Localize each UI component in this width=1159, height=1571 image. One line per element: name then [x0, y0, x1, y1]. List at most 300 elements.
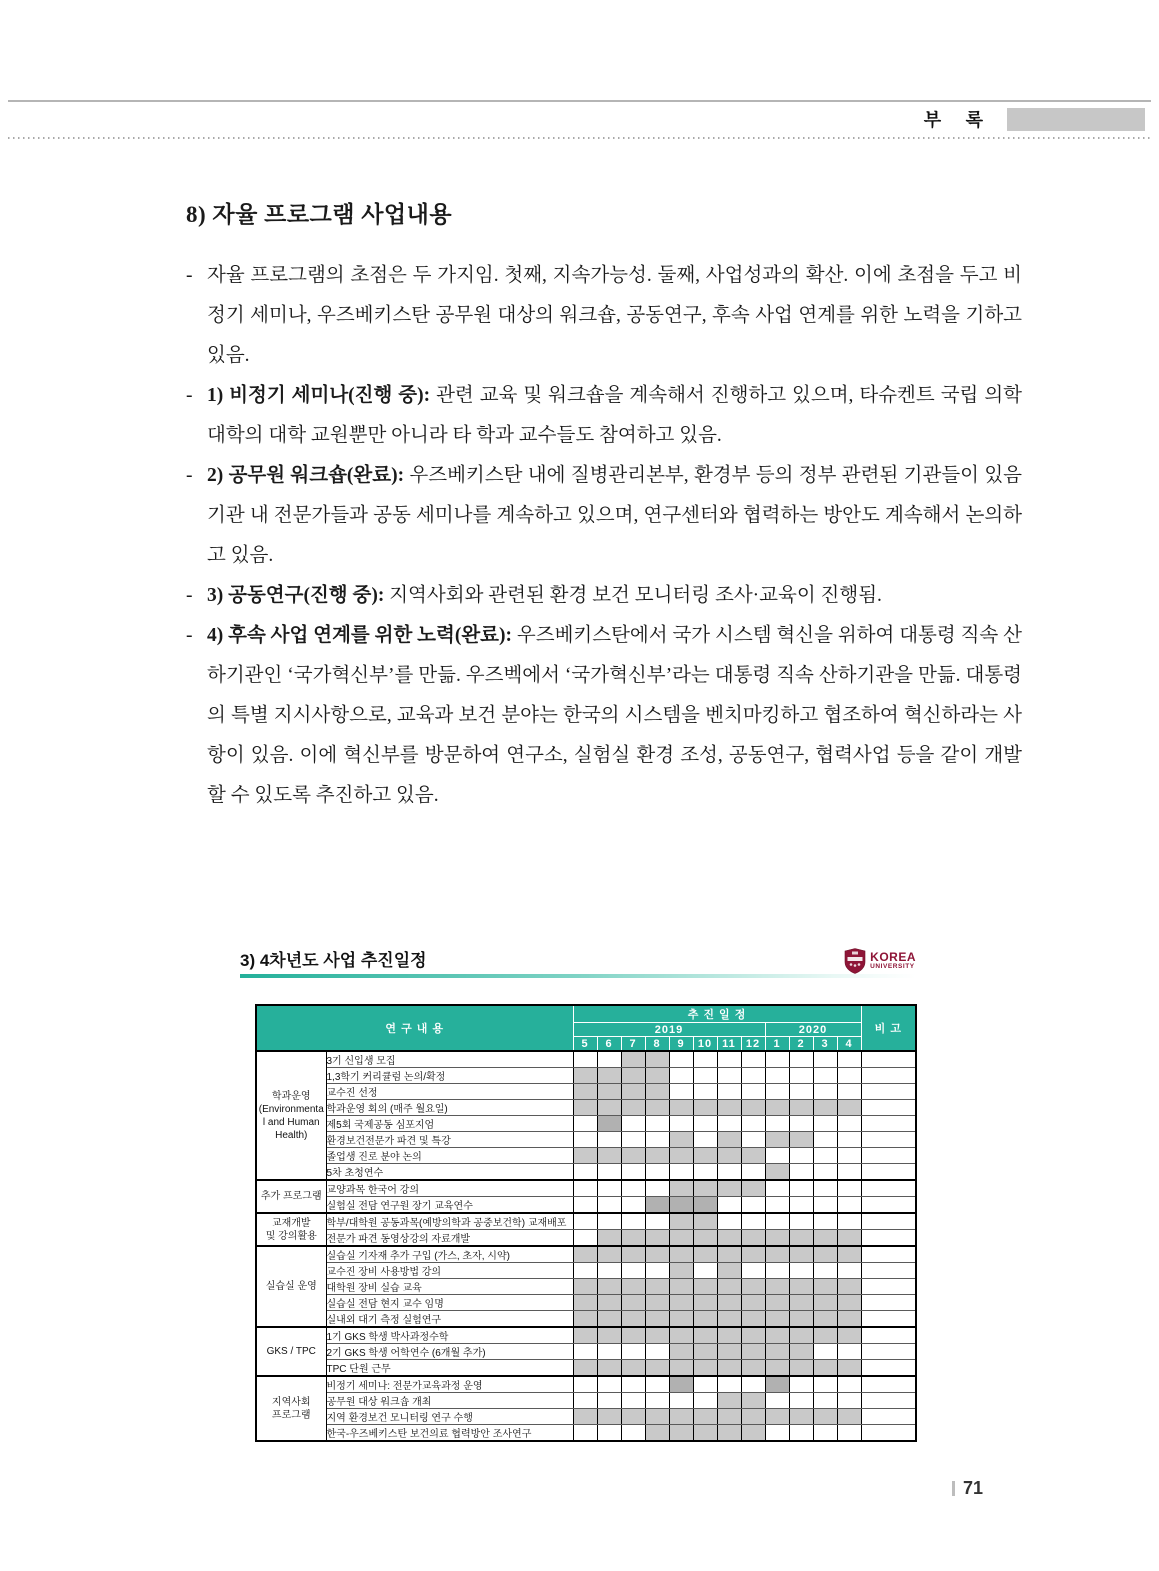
gantt-empty-cell	[813, 1344, 837, 1360]
note-cell	[861, 1263, 916, 1279]
gantt-empty-cell	[621, 1393, 645, 1409]
gantt-bar-cell	[693, 1311, 717, 1328]
university-logo-text	[870, 951, 916, 971]
header-year-2019: 2019	[573, 1023, 765, 1037]
gantt-empty-cell	[765, 1213, 789, 1230]
gantt-empty-cell	[765, 1393, 789, 1409]
gantt-empty-cell	[717, 1068, 741, 1084]
gantt-row	[256, 1311, 916, 1328]
gantt-empty-cell	[837, 1116, 861, 1132]
header-month: 4	[837, 1037, 861, 1052]
gantt-empty-cell	[837, 1051, 861, 1068]
group-label-cell	[256, 1180, 326, 1213]
gantt-bar-cell	[765, 1409, 789, 1425]
gantt-empty-cell	[717, 1084, 741, 1100]
gantt-empty-cell	[741, 1051, 765, 1068]
gantt-empty-cell	[693, 1068, 717, 1084]
gantt-bar-cell	[573, 1246, 597, 1263]
task-name-cell: 환경보건전문가 파견 및 특강	[326, 1132, 573, 1148]
group-label-line: 추가 프로그램	[260, 1191, 322, 1202]
header-month: 11	[717, 1037, 741, 1052]
note-cell	[861, 1100, 916, 1116]
gantt-bar-cell	[645, 1279, 669, 1295]
gantt-empty-cell	[597, 1180, 621, 1197]
gantt-bar-cell	[597, 1409, 621, 1425]
gantt-bar-cell	[813, 1246, 837, 1263]
gantt-bar-cell	[741, 1148, 765, 1164]
gantt-empty-cell	[789, 1213, 813, 1230]
gantt-empty-cell	[597, 1376, 621, 1393]
gantt-empty-cell	[645, 1393, 669, 1409]
task-name-cell: 2기 GKS 학생 어학연수 (6개월 추가)	[326, 1344, 573, 1360]
gantt-bar-cell	[669, 1213, 693, 1230]
header-month: 3	[813, 1037, 837, 1052]
bullet-text: 4) 후속 사업 연계를 위한 노력(완료): 우즈베키스탄에서 국가 시스템 혁신을 위하여 대통령 직속 산하기관인 ‘국가혁신부’를 만듦. 우즈벡에서 ‘국가혁신부’라는 대통령 직속 산하기관을 만듦. 대통령의 특별 지시사항으로, 교육과 보건 분야는 한국의 시스템을 벤치마킹하고 협조하여 혁신하라는 사항이 있음. 이에 혁신부를 방문하여 연구소, 실험실 환경 조성, 공동연구, 협력사업 등을 같이 개발할 수 있도록 추진하고 있음.	[207, 625, 1022, 806]
page-number-value: 71	[963, 1478, 984, 1498]
gantt-empty-cell	[693, 1393, 717, 1409]
group-label-cell	[256, 1376, 326, 1441]
gantt-bar-cell	[765, 1246, 789, 1263]
header-month: 6	[597, 1037, 621, 1052]
gantt-bar-cell	[717, 1230, 741, 1247]
bullet-text: 자율 프로그램의 초점은 두 가지임. 첫째, 지속가능성. 둘째, 사업성과의 확산. 이에 초점을 두고 비정기 세미나, 우즈베키스탄 공무원 대상의 워크숍, 공동연구, 후속 사업 연계를 위한 노력을 기하고 있음.	[207, 265, 1022, 366]
bullet-dash: -	[186, 625, 193, 646]
gantt-bar-cell	[741, 1360, 765, 1377]
bullet-dash: -	[186, 385, 193, 406]
gantt-empty-cell	[813, 1263, 837, 1279]
task-name-cell: 교수진 선정	[326, 1084, 573, 1100]
gantt-empty-cell	[837, 1068, 861, 1084]
task-name-cell: 5차 초청연수	[326, 1164, 573, 1181]
gantt-empty-cell	[789, 1393, 813, 1409]
gantt-empty-cell	[741, 1084, 765, 1100]
gantt-bar-cell	[645, 1148, 669, 1164]
gantt-bar-cell	[837, 1246, 861, 1263]
gantt-bar-cell	[573, 1295, 597, 1311]
gantt-bar-cell	[597, 1295, 621, 1311]
gantt-empty-cell	[645, 1180, 669, 1197]
task-name-cell: 지역 환경보건 모니터링 연구 수행	[326, 1409, 573, 1425]
task-name-cell: TPC 단원 근무	[326, 1360, 573, 1377]
gantt-empty-cell	[789, 1116, 813, 1132]
gantt-bar-cell	[741, 1246, 765, 1263]
gantt-empty-cell	[669, 1068, 693, 1084]
header-month: 9	[669, 1037, 693, 1052]
gantt-empty-cell	[813, 1393, 837, 1409]
gantt-bar-cell	[669, 1230, 693, 1247]
task-name-cell: 학부/대학원 공동과목(예방의학과 공중보건학) 교재배포	[326, 1213, 573, 1230]
note-cell	[861, 1279, 916, 1295]
gantt-bar-cell	[693, 1180, 717, 1197]
bullet-dash: -	[186, 585, 193, 606]
gantt-empty-cell	[573, 1116, 597, 1132]
gantt-bar-cell	[741, 1279, 765, 1295]
gantt-bar-cell	[621, 1311, 645, 1328]
korea-university-logo	[844, 948, 916, 974]
gantt-bar-cell	[693, 1279, 717, 1295]
gantt-bar-cell	[789, 1100, 813, 1116]
gantt-empty-cell	[837, 1164, 861, 1181]
gantt-bar-cell	[645, 1051, 669, 1068]
gantt-empty-cell	[789, 1068, 813, 1084]
gantt-bar-cell	[693, 1100, 717, 1116]
gantt-bar-cell	[717, 1100, 741, 1116]
gantt-bar-cell	[789, 1360, 813, 1377]
gantt-bar-cell	[741, 1344, 765, 1360]
gantt-bar-cell	[693, 1360, 717, 1377]
gantt-empty-cell	[837, 1084, 861, 1100]
task-name-cell: 1기 GKS 학생 박사과정수학	[326, 1327, 573, 1344]
gantt-bar-cell	[741, 1295, 765, 1311]
gantt-empty-cell	[597, 1197, 621, 1214]
gantt-bar-cell	[621, 1246, 645, 1263]
gantt-bar-cell	[717, 1409, 741, 1425]
gantt-bar-cell	[645, 1230, 669, 1247]
gantt-empty-cell	[597, 1344, 621, 1360]
gantt-bar-cell	[717, 1327, 741, 1344]
gantt-empty-cell	[717, 1116, 741, 1132]
note-cell	[861, 1295, 916, 1311]
gantt-bar-cell	[621, 1100, 645, 1116]
header-month: 7	[621, 1037, 645, 1052]
gantt-row	[256, 1295, 916, 1311]
gantt-bar-cell	[573, 1360, 597, 1377]
task-name-cell: 교수진 장비 사용방법 강의	[326, 1263, 573, 1279]
gantt-bar-cell	[693, 1213, 717, 1230]
gantt-empty-cell	[813, 1376, 837, 1393]
group-label-line: (Environmenta	[258, 1103, 324, 1115]
gantt-bar-cell	[621, 1327, 645, 1344]
header-month: 5	[573, 1037, 597, 1052]
gantt-bar-cell	[621, 1068, 645, 1084]
gantt-bar-cell	[837, 1409, 861, 1425]
gantt-empty-cell	[621, 1132, 645, 1148]
gantt-bar-cell	[741, 1180, 765, 1197]
note-cell	[861, 1132, 916, 1148]
gantt-bar-cell	[669, 1132, 693, 1148]
gantt-empty-cell	[573, 1230, 597, 1247]
gantt-table	[255, 1004, 917, 1442]
task-name-cell: 3기 신입생 모집	[326, 1051, 573, 1068]
gantt-bar-cell	[693, 1425, 717, 1442]
gantt-empty-cell	[837, 1197, 861, 1214]
gantt-bar-cell	[669, 1263, 693, 1279]
group-label-cell	[256, 1246, 326, 1327]
bullet-list	[186, 256, 1022, 816]
gantt-bar-cell	[717, 1263, 741, 1279]
gantt-bar-cell	[837, 1360, 861, 1377]
gantt-bar-cell	[789, 1230, 813, 1247]
gantt-row	[256, 1100, 916, 1116]
gantt-row	[256, 1393, 916, 1409]
gantt-empty-cell	[837, 1344, 861, 1360]
group-label-line: GKS / TPC	[266, 1346, 316, 1357]
gantt-bar-cell	[765, 1360, 789, 1377]
gantt-bar-cell	[741, 1230, 765, 1247]
schedule-title-rule	[240, 974, 916, 978]
schedule-section	[240, 946, 916, 1442]
gantt-empty-cell	[669, 1393, 693, 1409]
gantt-row	[256, 1230, 916, 1247]
gantt-empty-cell	[621, 1213, 645, 1230]
gantt-row	[256, 1068, 916, 1084]
gantt-row	[256, 1116, 916, 1132]
gantt-empty-cell	[645, 1213, 669, 1230]
bullet-item	[186, 456, 1022, 576]
gantt-bar-cell	[621, 1409, 645, 1425]
gantt-empty-cell	[765, 1051, 789, 1068]
gantt-empty-cell	[837, 1263, 861, 1279]
gantt-bar-cell	[813, 1295, 837, 1311]
gantt-empty-cell	[669, 1051, 693, 1068]
bullet-dash: -	[186, 265, 193, 286]
gantt-row	[256, 1164, 916, 1181]
gantt-empty-cell	[669, 1164, 693, 1181]
gantt-bar-cell	[669, 1279, 693, 1295]
gantt-row	[256, 1084, 916, 1100]
group-label-cell	[256, 1327, 326, 1376]
gantt-bar-cell	[717, 1393, 741, 1409]
gantt-empty-cell	[621, 1164, 645, 1181]
gantt-bar-cell	[789, 1295, 813, 1311]
task-name-cell: 실내외 대기 측정 실험연구	[326, 1311, 573, 1328]
group-label-cell	[256, 1051, 326, 1180]
gantt-bar-cell	[669, 1148, 693, 1164]
group-label-line: 실습실 운영	[265, 1281, 317, 1292]
task-name-cell: 실험실 전담 연구원 장기 교육연수	[326, 1197, 573, 1214]
header-month: 12	[741, 1037, 765, 1052]
gantt-bar-cell	[645, 1084, 669, 1100]
gantt-empty-cell	[693, 1132, 717, 1148]
gantt-bar-cell	[573, 1311, 597, 1328]
gantt-empty-cell	[645, 1376, 669, 1393]
gantt-bar-cell	[693, 1327, 717, 1344]
gantt-bar-cell	[717, 1295, 741, 1311]
group-label-line: Health)	[275, 1129, 308, 1141]
gantt-row	[256, 1360, 916, 1377]
gantt-bar-cell	[597, 1068, 621, 1084]
note-cell	[861, 1230, 916, 1247]
gantt-empty-cell	[621, 1116, 645, 1132]
gantt-bar-cell	[837, 1327, 861, 1344]
gantt-empty-cell	[813, 1132, 837, 1148]
group-label-line: 교재개발	[271, 1217, 311, 1229]
gantt-bar-cell	[765, 1295, 789, 1311]
note-cell	[861, 1425, 916, 1442]
bullet-item	[186, 256, 1022, 376]
gantt-bar-cell	[813, 1327, 837, 1344]
gantt-empty-cell	[717, 1376, 741, 1393]
gantt-row	[256, 1425, 916, 1442]
gantt-empty-cell	[717, 1164, 741, 1181]
gantt-bar-cell	[645, 1425, 669, 1442]
gantt-row	[256, 1132, 916, 1148]
gantt-bar-cell	[669, 1409, 693, 1425]
gantt-bar-cell	[573, 1409, 597, 1425]
note-cell	[861, 1213, 916, 1230]
gantt-bar-cell	[669, 1344, 693, 1360]
note-cell	[861, 1409, 916, 1425]
gantt-empty-cell	[621, 1376, 645, 1393]
task-name-cell: 공무원 대상 워크숍 개최	[326, 1393, 573, 1409]
group-label-line: l and Human	[262, 1116, 320, 1128]
gantt-empty-cell	[669, 1116, 693, 1132]
note-cell	[861, 1246, 916, 1263]
page-number-bar	[952, 1481, 955, 1496]
gantt-empty-cell	[837, 1148, 861, 1164]
gantt-bar-cell	[669, 1376, 693, 1393]
gantt-empty-cell	[645, 1344, 669, 1360]
gantt-empty-cell	[741, 1132, 765, 1148]
gantt-row	[256, 1148, 916, 1164]
gantt-bar-cell	[693, 1148, 717, 1164]
gantt-bar-cell	[597, 1360, 621, 1377]
gantt-bar-cell	[597, 1327, 621, 1344]
header-month: 1	[765, 1037, 789, 1052]
note-cell	[861, 1376, 916, 1393]
gantt-empty-cell	[597, 1425, 621, 1442]
gantt-bar-cell	[717, 1425, 741, 1442]
task-name-cell: 학과운영 회의 (매주 월요일)	[326, 1100, 573, 1116]
gantt-empty-cell	[789, 1051, 813, 1068]
gantt-empty-cell	[789, 1180, 813, 1197]
gantt-empty-cell	[693, 1376, 717, 1393]
gantt-empty-cell	[789, 1263, 813, 1279]
gantt-empty-cell	[621, 1180, 645, 1197]
gantt-bar-cell	[621, 1360, 645, 1377]
gantt-row	[256, 1180, 916, 1197]
gantt-bar-cell	[621, 1084, 645, 1100]
gantt-bar-cell	[669, 1180, 693, 1197]
gantt-empty-cell	[693, 1263, 717, 1279]
gantt-bar-cell	[837, 1230, 861, 1247]
gantt-empty-cell	[573, 1164, 597, 1181]
gantt-empty-cell	[813, 1084, 837, 1100]
gantt-bar-cell	[789, 1409, 813, 1425]
gantt-bar-cell	[741, 1393, 765, 1409]
gantt-bar-cell	[645, 1100, 669, 1116]
gantt-empty-cell	[813, 1425, 837, 1442]
group-label-cell	[256, 1213, 326, 1246]
gantt-bar-cell	[789, 1132, 813, 1148]
gantt-row	[256, 1279, 916, 1295]
header-note: 비 고	[861, 1005, 916, 1051]
gantt-bar-cell	[597, 1148, 621, 1164]
note-cell	[861, 1327, 916, 1344]
gantt-empty-cell	[813, 1148, 837, 1164]
gantt-bar-cell	[669, 1246, 693, 1263]
gantt-empty-cell	[765, 1084, 789, 1100]
university-shield-icon	[844, 948, 866, 974]
header-month: 10	[693, 1037, 717, 1052]
gantt-empty-cell	[813, 1180, 837, 1197]
gantt-empty-cell	[621, 1344, 645, 1360]
gantt-bar-cell	[645, 1409, 669, 1425]
note-cell	[861, 1180, 916, 1197]
gantt-empty-cell	[837, 1180, 861, 1197]
schedule-title: 3) 4차년도 사업 추진일정	[240, 951, 427, 970]
bullet-bold-label: 1) 비정기 세미나(진행 중):	[207, 385, 431, 406]
gantt-empty-cell	[789, 1425, 813, 1442]
gantt-empty-cell	[597, 1393, 621, 1409]
gantt-bar-cell	[573, 1100, 597, 1116]
gantt-row	[256, 1051, 916, 1068]
gantt-empty-cell	[837, 1376, 861, 1393]
gantt-bar-cell	[669, 1311, 693, 1328]
gantt-bar-cell	[765, 1100, 789, 1116]
appendix-label: 부 록	[923, 110, 993, 130]
gantt-bar-cell	[597, 1279, 621, 1295]
gantt-bar-cell	[837, 1311, 861, 1328]
gantt-bar-cell	[597, 1100, 621, 1116]
bullet-item	[186, 576, 1022, 616]
gantt-empty-cell	[693, 1051, 717, 1068]
gantt-empty-cell	[813, 1068, 837, 1084]
header-timeline: 추 진 일 정	[573, 1005, 861, 1023]
note-cell	[861, 1393, 916, 1409]
gantt-empty-cell	[789, 1148, 813, 1164]
group-label-line: 학과운영	[271, 1090, 311, 1102]
gantt-empty-cell	[813, 1197, 837, 1214]
gantt-empty-cell	[741, 1068, 765, 1084]
task-name-cell: 제5회 국제공동 심포지엄	[326, 1116, 573, 1132]
gantt-empty-cell	[573, 1344, 597, 1360]
gantt-bar-cell	[813, 1230, 837, 1247]
note-cell	[861, 1116, 916, 1132]
gantt-empty-cell	[741, 1164, 765, 1181]
gantt-bar-cell	[693, 1295, 717, 1311]
gantt-bar-cell	[813, 1279, 837, 1295]
gantt-bar-cell	[621, 1295, 645, 1311]
gantt-empty-cell	[813, 1164, 837, 1181]
note-cell	[861, 1164, 916, 1181]
gantt-empty-cell	[789, 1084, 813, 1100]
gantt-empty-cell	[765, 1180, 789, 1197]
gantt-bar-cell	[693, 1344, 717, 1360]
gantt-empty-cell	[765, 1197, 789, 1214]
logo-line-1: KOREA	[870, 950, 916, 965]
gantt-row	[256, 1327, 916, 1344]
note-cell	[861, 1051, 916, 1068]
bullet-dash: -	[186, 465, 193, 486]
gantt-bar-cell	[573, 1148, 597, 1164]
gantt-bar-cell	[717, 1148, 741, 1164]
header-research-content: 연 구 내 용	[256, 1005, 573, 1051]
gantt-bar-cell	[717, 1132, 741, 1148]
gantt-bar-cell	[813, 1360, 837, 1377]
gantt-empty-cell	[573, 1132, 597, 1148]
gantt-bar-cell	[789, 1311, 813, 1328]
bullet-item	[186, 616, 1022, 816]
logo-line-2: UNIVERSITY	[870, 963, 915, 971]
gantt-empty-cell	[645, 1132, 669, 1148]
section-heading: 8) 자율 프로그램 사업내용	[186, 202, 453, 227]
task-name-cell: 1,3학기 커리큘럼 논의/확정	[326, 1068, 573, 1084]
gantt-empty-cell	[789, 1164, 813, 1181]
gantt-bar-cell	[669, 1197, 693, 1214]
gantt-empty-cell	[669, 1084, 693, 1100]
gantt-bar-cell	[717, 1279, 741, 1295]
gantt-bar-cell	[573, 1279, 597, 1295]
top-divider	[8, 100, 1151, 102]
gantt-empty-cell	[765, 1068, 789, 1084]
gantt-empty-cell	[573, 1376, 597, 1393]
gantt-bar-cell	[765, 1164, 789, 1181]
gantt-bar-cell	[837, 1295, 861, 1311]
gantt-empty-cell	[645, 1164, 669, 1181]
gantt-row	[256, 1263, 916, 1279]
note-cell	[861, 1068, 916, 1084]
